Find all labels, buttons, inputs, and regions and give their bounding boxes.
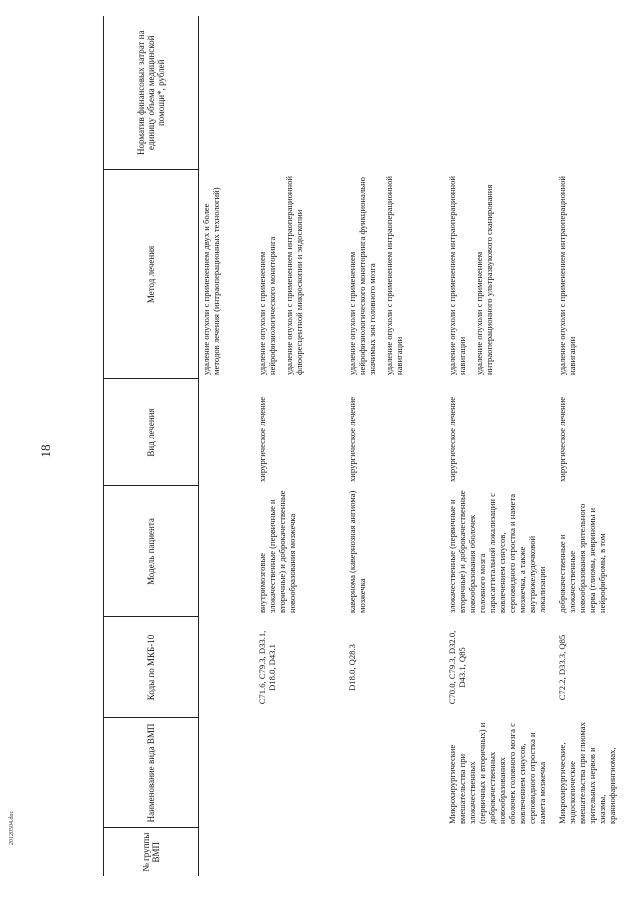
cell-group	[555, 828, 619, 876]
header-treatment-type: Вид лечения	[104, 379, 199, 486]
cell-methods	[445, 170, 555, 379]
table-row	[199, 16, 255, 876]
method-item: удаление опухоли с применением двух и более методов лечения (интраоперационных технологий)	[201, 187, 221, 375]
cell-type: хирургическое лечение	[556, 396, 567, 482]
header-treatment-method: Метод лечения	[104, 170, 199, 379]
method-item: удаление опухоли с применением интраоперационной навигации	[446, 176, 467, 375]
cell-cost	[445, 16, 555, 170]
cell-methods	[255, 170, 345, 379]
header-vmp-name: Наименование вида ВМП	[104, 718, 199, 828]
cell-name	[345, 718, 445, 828]
cell-codes: C70.0, C79.3, D32.0, D43.1, Q85	[446, 630, 467, 705]
cell-group	[445, 828, 555, 876]
cell-type: хирургическое лечение	[446, 396, 457, 482]
cell-cost	[199, 16, 255, 170]
table-row	[345, 16, 445, 876]
method-item: удаление опухоли с применением нейрофизиологического мониторинга	[256, 236, 277, 375]
cell-model: внутримозговые злокачественные (первичные и вторичные) и доброкачественные новообразования мозжечка	[256, 490, 297, 613]
header-icd-codes: Коды по МКБ-10	[104, 617, 199, 718]
cell-cost	[345, 16, 445, 170]
cell-group	[199, 828, 255, 876]
header-group-no: № группы ВМП	[104, 828, 199, 876]
method-item: удаление опухоли с применением интраоперационной навигации	[383, 176, 404, 375]
cell-type: хирургическое лечение	[256, 396, 267, 482]
method-item: удаление опухоли с применением интраоперационного ультразвукового сканирования	[473, 184, 494, 375]
cell-methods	[555, 170, 619, 379]
table-row	[555, 16, 619, 876]
method-item: удаление опухоли с применением интраоперационной навигации	[556, 176, 577, 375]
cell-model: злокачественные (первичные и вторичные) и доброкачественные новообразования оболочек головного мозга парасаггитальной локализации с вовлечением синусов, серповидного отростка и намета мозжечка, а также внутрижелудочковой локализации	[446, 490, 547, 613]
cell-methods	[199, 170, 255, 379]
cell-type: хирургическое лечение	[346, 396, 357, 482]
method-item: удаление опухоли с применением нейрофизиологического мониторинга функционально значимых зон головного мозга	[346, 177, 377, 375]
cell-name	[199, 718, 255, 828]
cell-cost	[555, 16, 619, 170]
cell-name: Микрохирургические, эндоскопические вмешательства при глиомах зрительных нервов и хиазмы, краниофарингиомах,	[556, 722, 617, 824]
cell-cost	[255, 16, 345, 170]
cell-model	[199, 486, 255, 617]
cell-methods	[345, 170, 445, 379]
table-row	[445, 16, 555, 876]
cell-name: Микрохирургические вмешательства при злокачественных (первичных и вторичных) и доброкачественных новообразованиях оболочек головного мозга с вовлечением синусов, серповидного отростка и намета мозжечка	[446, 722, 547, 824]
cell-model: доброкачественные и злокачественные новообразования зрительного нерва (глиомы, невриномы и нейрофибромы, в том	[556, 503, 607, 613]
cell-group	[345, 828, 445, 876]
table-row	[255, 16, 345, 876]
footer-filename: 20120504.doc	[9, 810, 15, 845]
method-item: удаление опухоли с применением интраоперационной флюоресцентной микроскопии и эндоскопии	[283, 176, 304, 375]
cell-name	[255, 718, 345, 828]
page-number: 18	[38, 444, 53, 458]
cell-type	[199, 379, 255, 486]
cell-codes	[199, 617, 255, 718]
header-patient-model: Модель пациента	[104, 486, 199, 617]
cell-codes: D18.0, Q28.3	[346, 644, 357, 691]
vmp-table	[103, 16, 619, 876]
cell-group	[255, 828, 345, 876]
cell-model: кавернома (кавернозная ангиома) мозжечка	[346, 490, 367, 613]
cell-codes: C72.2, D33.3, Q85	[556, 634, 567, 701]
table-header-row	[104, 16, 199, 876]
rotated-table-container	[103, 16, 617, 876]
cell-codes: C71.6, C79.3, D33.1, D18.0, D43.1	[256, 630, 277, 705]
header-cost-norm: Норматив финансовых затрат на единицу объема медицинской помощи*, рублей	[104, 16, 199, 170]
